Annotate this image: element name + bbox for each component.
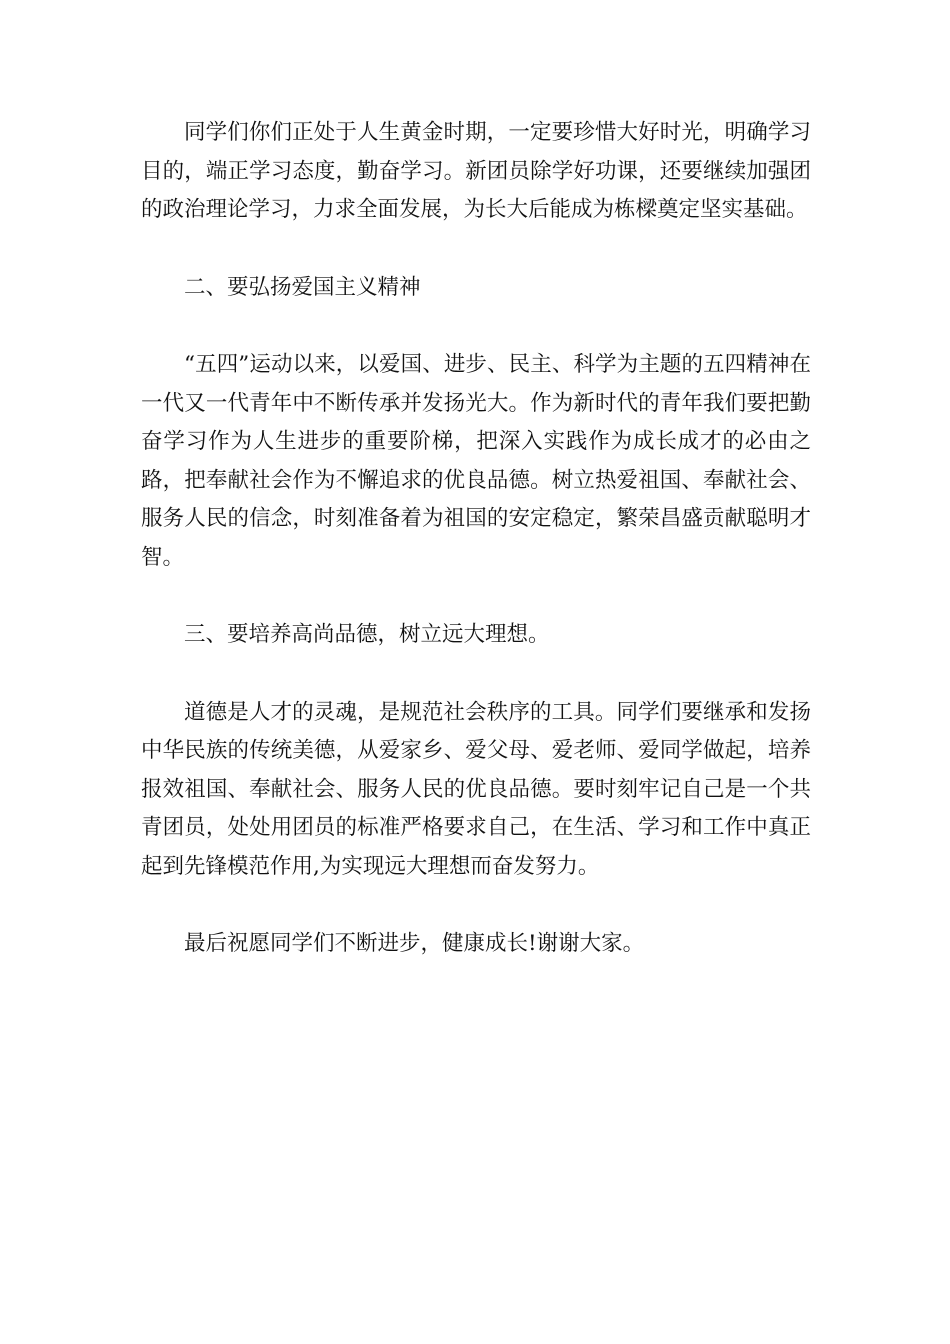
document-body xyxy=(141,114,811,964)
section-heading-patriotism: 二、要弘扬爱国主义精神 xyxy=(184,274,421,300)
paragraph-morality: 道德是人才的灵魂，是规范社会秩序的工具。同学们要继承和发扬中华民族的传统美德，从爱家乡、爱父母、爱老师、爱同学做起，培养报效祖国、奉献社会、服务人民的优良品德。要时刻牢记自己是一个共青团员，处处用团员的标准严格要求自己，在生活、学习和工作中真正起到先锋模范作用,为实现远大理想而奋发努力。 xyxy=(141,699,811,879)
section-heading-moral-character: 三、要培养高尚品德，树立远大理想。 xyxy=(184,622,550,647)
paragraph-study-goals: 同学们你们正处于人生黄金时期，一定要珍惜大好时光，明确学习目的，端正学习态度，勤奋学习。新团员除学好功课，还要继续加强团的政治理论学习，力求全面发展，为长大后能成为栋樑奠定坚实基础。 xyxy=(141,120,811,222)
paragraph-may-fourth-spirit: “五四”运动以来，以爱国、进步、民主、科学为主题的五四精神在一代又一代青年中不断传承并发扬光大。作为新时代的青年我们要把勤奋学习作为人生进步的重要阶梯，把深入实践作为成长成才的必由之路，把奉献社会作为不懈追求的优良品德。树立热爱祖国、奉献社会、服务人民的信念，时刻准备着为祖国的安定稳定，繁荣昌盛贡献聪明才智。 xyxy=(141,352,811,570)
paragraph-closing-wishes: 最后祝愿同学们不断进步，健康成长!谢谢大家。 xyxy=(184,931,645,956)
